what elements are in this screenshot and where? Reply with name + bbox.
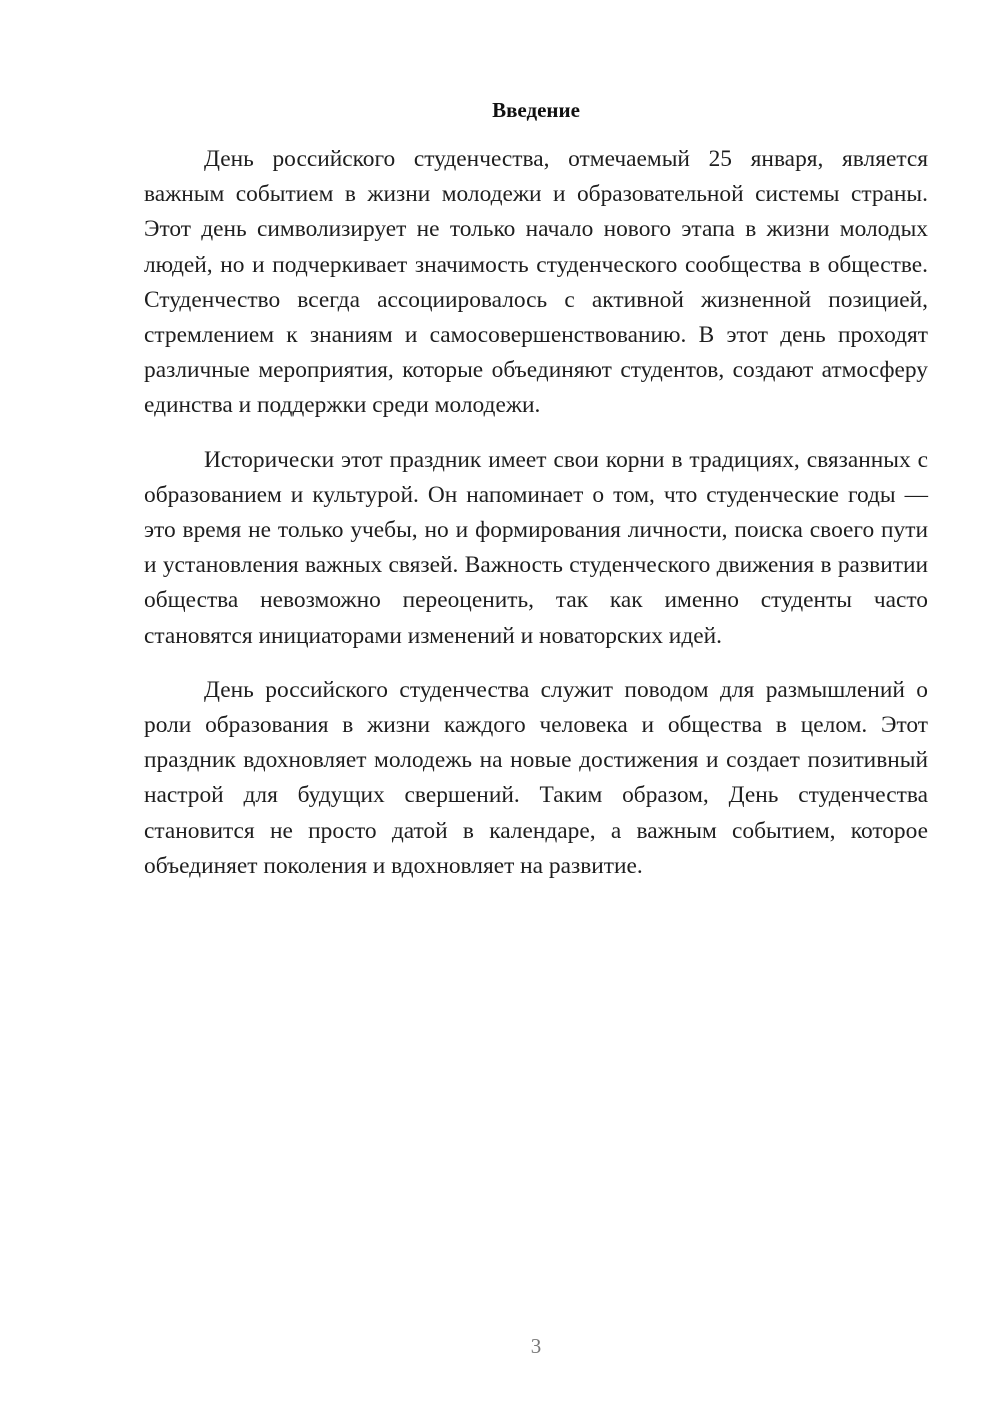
page-content xyxy=(144,95,928,903)
paragraph-3: День российского студенчества служит поводом для размышлений о роли образования в жизни каждого человека и общества в целом. Этот праздник вдохновляет молодежь на новые достижения и создает позитивный настрой для будущих свершений. Таким образом, День студенчества становится не просто датой в календаре, а важным событием, которое объединяет поколения и вдохновляет на развитие. xyxy=(144,676,928,879)
page-number: 3 xyxy=(530,1334,542,1358)
section-heading: Введение xyxy=(492,98,580,122)
paragraph-1: День российского студенчества, отмечаемый 25 января, является важным событием в жизни молодежи и образовательной системы страны. Этот день символизирует не только начало нового этапа в жизни молодых людей, но и подчеркивает значимость студенческого сообщества в обществе. Студенчество всегда ассоциировалось с активной жизненной позицией, стремлением к знаниям и самосовершенствованию. В этот день проходят различные мероприятия, которые объединяют студентов, создают атмосферу единства и поддержки среди молодежи. xyxy=(144,146,928,419)
paragraph-2: Исторически этот праздник имеет свои корни в традициях, связанных с образованием и культурой. Он напоминает о том, что студенческие годы — это время не только учебы, но и формирования личности, поиска своего пути и установления важных связей. Важность студенческого движения в развитии общества невозможно переоценить, так как именно студенты часто становятся инициаторами изменений и новаторских идей. xyxy=(144,446,928,649)
